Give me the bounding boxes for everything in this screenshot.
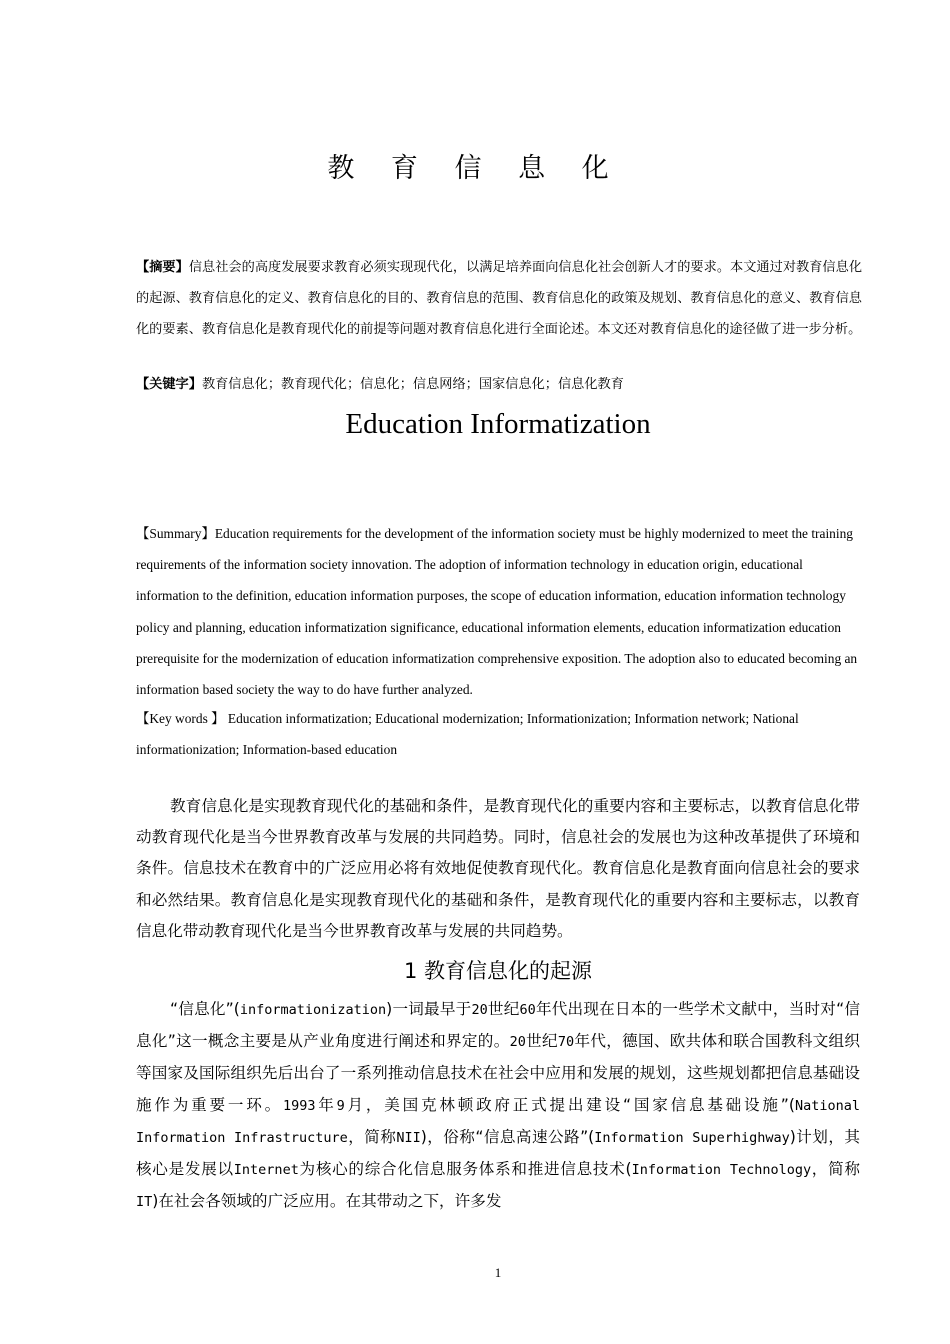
text-run: ，简称 [811,1160,860,1179]
english-keywords [136,703,860,765]
text-run: 为核心的综合化信息服务体系和推进信息技术( [298,1160,632,1179]
english-title: Education Informatization [345,408,651,440]
abstract-text: 信息社会的高度发展要求教育必须实现现代化，以满足培养面向信息化社会创新人才的要求。本文通过对教育信息化的起源、教育信息化的定义、教育信息化的目的、教育信息的范围、教育信息化的政策及规划、教育信息化的意义、教育信息化的要素、教育信息化是教育现代化的前提等问题对教育信息化进行全面论述。本文还对教育信息化的途径做了进一步分析。 [136,260,863,337]
text-run: )计划，其核心是发展以 [136,1127,860,1179]
text-run-latin: Information Technology [631,1162,812,1179]
text-run-number: 9 [336,1097,345,1114]
chinese-title: 教 育 信 息 化 [327,153,623,184]
text-run: 世纪 [525,1032,558,1051]
text-run: 月，美国克林顿政府正式提出建设“国家信息基础设施”( [344,1095,795,1114]
section-paragraph [136,994,860,1218]
abstract-label: 【摘要】 [136,260,189,275]
text-run: “信息化”( [170,1000,240,1018]
text-run: 世纪 [487,1000,520,1018]
text-run-latin: NII [396,1129,421,1146]
summary-text: Education requirements for the development of the information society must be highly modernized to meet the training requirements of the information society innovation. The adoption of information technology in education origin, educational information to the definition, education information purposes, the scope of education information, education information technology policy and planning, education informatization significance, educational information elements, education informatization education prerequisite for the modernization of education informatization comprehensive exposition. The adoption also to educated becoming an information based society the way to do have further analyzed. [136,526,858,698]
intro-paragraph: 教育信息化是实现教育现代化的基础和条件，是教育现代化的重要内容和主要标志，以教育信息化带动教育现代化是当今世界教育改革与发展的共同趋势。同时，信息社会的发展也为这种改革提供了环境和条件。信息技术在教育中的广泛应用必将有效地促使教育现代化。教育信息化是教育面向信息社会的要求和必然结果。教育信息化是实现教育现代化的基础和条件，是教育现代化的重要内容和主要标志，以教育信息化带动教育现代化是当今世界教育改革与发展的共同趋势。 [136,797,860,940]
text-run-number: 70 [557,1034,575,1051]
text-run-latin: Internet [233,1162,299,1179]
text-run-latin: Information Superhighway [594,1129,790,1146]
chinese-abstract [136,252,862,345]
text-run-latin: informationization [239,1002,387,1018]
text-run: 年代，德国、欧共体和联合国教科文组织等国家及国际组织先后出台了一系列推动信息技术在社会中应用和发展的规划，这些规划都把信息基础设施作为重要一环。 [136,1032,860,1114]
text-run-latin: IT [136,1194,153,1211]
chinese-keywords [136,374,862,396]
key-words-text: Education informatization; Educational modernization; Informationization; Information network; National informationization; Information-based education [136,711,799,757]
text-run: ，简称 [347,1127,397,1146]
text-run: 年代出现在日本的一些学术文献中，当时对“信息化”这一概念主要是从产业角度进行阐述和界定的。 [136,1000,860,1051]
text-run-number: 1993 [282,1097,316,1114]
keywords-label: 【关键字】 [136,377,202,392]
text-run-number: 20 [509,1034,526,1051]
text-run-latin: National Information Infrastructure [136,1097,860,1146]
text-run: 年 [315,1095,337,1114]
keywords-text: 教育信息化；教育现代化；信息化；信息网络；国家信息化；信息化教育 [201,377,624,392]
text-run: )在社会各领域的广泛应用。在其带动之下，许多发 [152,1192,502,1211]
text-run: )一词最早于 [386,1000,472,1018]
key-words-label: 【Key words 】 [136,711,225,726]
text-run-number: 20 [471,1002,488,1018]
summary-label: 【Summary】 [136,526,215,541]
english-summary [136,518,860,705]
section-heading: 1 教育信息化的起源 [403,959,593,983]
text-run: )，俗称“信息高速公路”( [420,1127,595,1146]
page-number: 1 [494,1265,502,1280]
text-run-number: 60 [519,1002,536,1018]
